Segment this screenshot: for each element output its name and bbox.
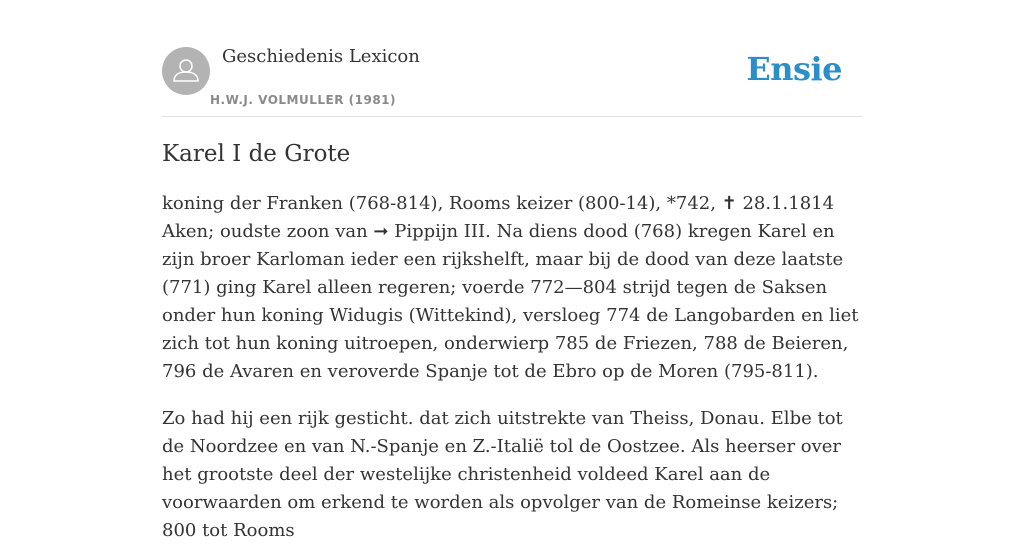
source-author[interactable]: H.W.J. VOLMULLER (1981) xyxy=(210,93,397,107)
ensie-logo[interactable]: Ensie xyxy=(746,50,842,88)
source-title[interactable]: Geschiedenis Lexicon xyxy=(222,46,420,67)
entry-paragraph: koning der Franken (768-814), Rooms keizer (800-14), *742, ✝ 28.1.1814 Aken; oudste zoon van ➞ Pippijn III. Na diens dood (768) kregen Karel en zijn broer Karloman ieder een rijkshelft, maar bij de dood van deze laatste (771) ging Karel alleen regeren; voerde 772—804 strijd tegen de Saksen onder hun koning Widugis (Wittekind), versloeg 774 de Langobarden en liet zich tot hun koning uitroepen, onderwierp 785 de Friezen, 788 de Beieren, 796 de Avaren en veroverde Spanje tot de Ebro op de Moren (795-811). xyxy=(162,193,859,382)
entry-body xyxy=(162,190,862,545)
entry-paragraph: Zo had hij een rijk gesticht. dat zich uitstrekte van Theiss, Donau. Elbe tot de Noordzee en van N.-Spanje en Z.-Italië tol de Oostzee. Als heerser over het grootste deel der westelijke christenheid voldeed Karel aan de voorwaarden om erkend te worden als opvolger van de Romeinse keizers; 800 tot Rooms xyxy=(162,408,843,541)
article-container xyxy=(162,0,862,545)
source-header xyxy=(162,0,862,117)
user-avatar-icon[interactable] xyxy=(162,47,210,95)
entry-title: Karel I de Grote xyxy=(162,141,351,167)
